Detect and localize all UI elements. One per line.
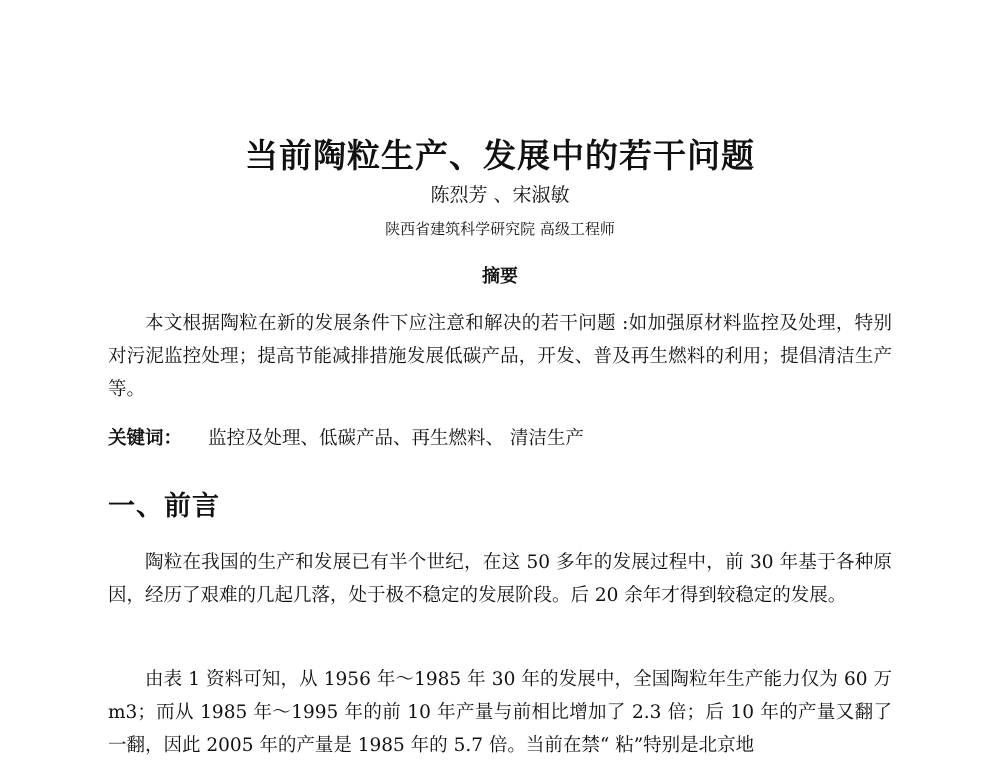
abstract-text: 本文根据陶粒在新的发展条件下应注意和解决的若干问题 :如加强原材料监控及处理，特别对污泥监控处理；提高节能减排措施发展低碳产品，开发、普及再生燃料的利用；提倡清洁生产等。: [108, 313, 892, 400]
keywords-label: 关键词：: [108, 428, 183, 449]
body-paragraph: 陶粒在我国的生产和发展已有半个世纪，在这 50 多年的发展过程中，前 30 年基于各种原因，经历了艰难的几起几落，处于极不稳定的发展阶段。后 20 余年才得到较稳定的发展。: [108, 552, 892, 606]
keywords-text: 监控及处理、低碳产品、再生燃料、 清洁生产: [208, 428, 584, 449]
body-paragraph: 由表 1 资料可知，从 1956 年～1985 年 30 年的发展中，全国陶粒年生产能力仅为 60 万 m3；而从 1985 年～1995 年的前 10 年产量与前相比增加了 2.3 倍；后 10 年的产量又翻了一翻，因此 2005 年的产量是 1985 年的 5.7 倍。当前在禁“ 粘”特别是北京地: [108, 669, 892, 756]
affiliation-line: 陕西省建筑科学研究院 高级工程师: [385, 220, 615, 238]
abstract-heading: 摘要: [482, 266, 518, 287]
section-heading-introduction: 一、前言: [108, 491, 220, 522]
keywords-line: [108, 426, 892, 452]
document-title: 当前陶粒生产、发展中的若干问题: [245, 136, 755, 175]
authors-line: 陈烈芳 、宋淑敏: [430, 184, 570, 206]
